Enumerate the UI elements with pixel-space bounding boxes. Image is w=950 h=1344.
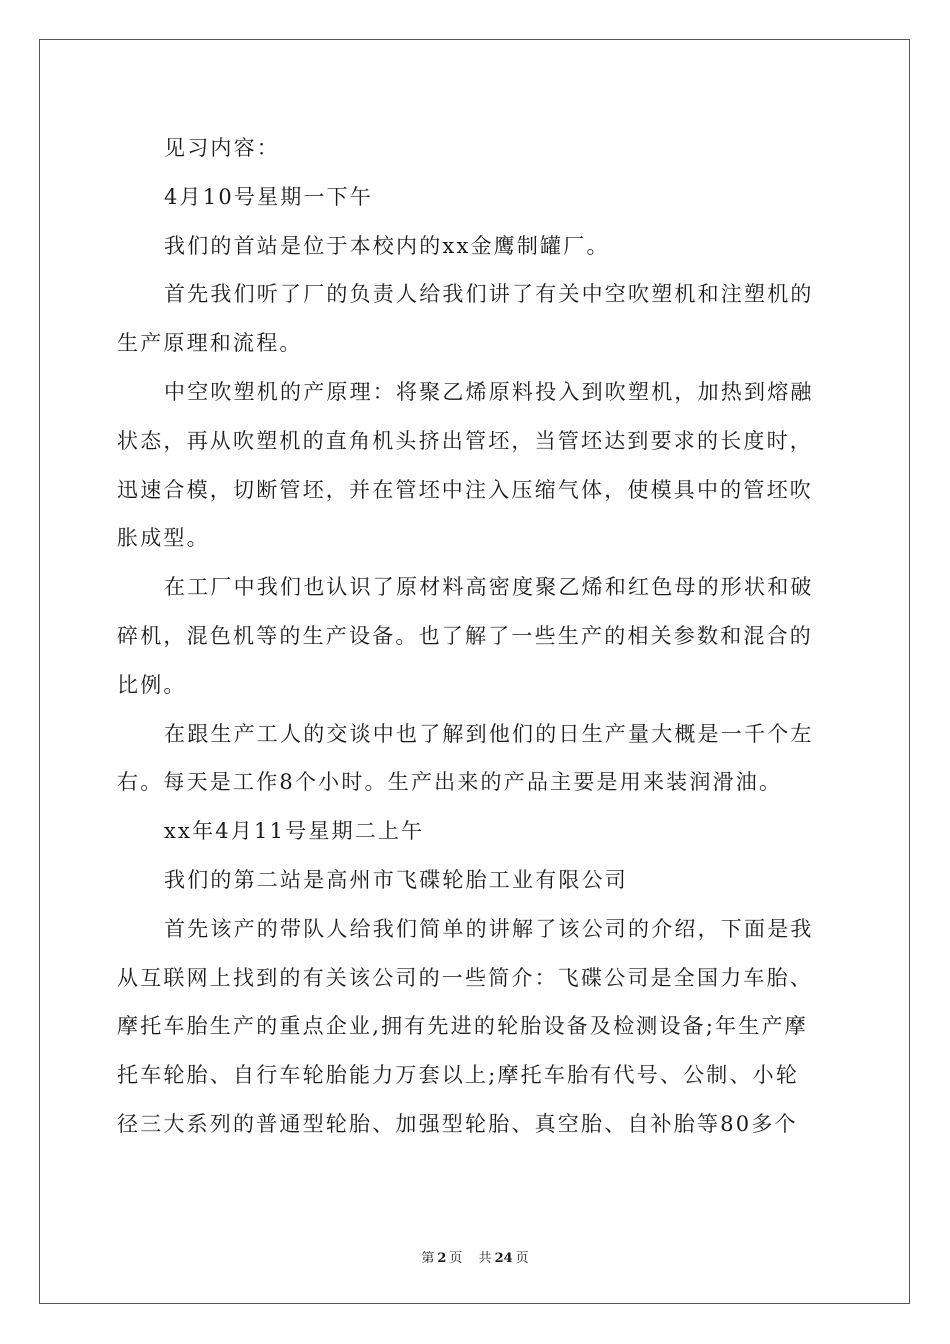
page-number: 2	[437, 1251, 447, 1266]
text-line: 我们的第二站是高州市飞碟轮胎工业有限公司	[164, 867, 628, 892]
text-line: 见习内容：	[164, 136, 280, 160]
page-prefix: 第	[421, 1251, 435, 1266]
text-line: 径三大系列的普通型轮胎、加强型轮胎、真空胎、自补胎等80多个	[117, 1111, 798, 1136]
page-footer	[0, 1247, 950, 1266]
text-line: 摩托车胎生产的重点企业,拥有先进的轮胎设备及检测设备;年生产摩	[117, 1014, 808, 1039]
text-line: 比例。	[117, 672, 187, 697]
text-line: 碎机，混色机等的生产设备。也了解了一些生产的相关参数和混合的	[117, 623, 813, 648]
text-line: 托车轮胎、自行车轮胎能力万套以上;摩托车胎有代号、公制、小轮	[117, 1063, 800, 1088]
total-pages: 24	[494, 1251, 513, 1266]
document-body	[117, 124, 835, 1149]
text-line: 生产原理和流程。	[117, 331, 303, 356]
text-line: 从互联网上找到的有关该公司的一些简介：飞碟公司是全国力车胎、	[117, 965, 813, 990]
text-line: 我们的首站是位于本校内的xx金鹰制罐厂。	[164, 233, 610, 258]
text-line: 首先我们听了厂的负责人给我们讲了有关中空吹塑机和注塑机的	[164, 282, 814, 307]
total-prefix: 共	[478, 1251, 492, 1266]
text-line: 中空吹塑机的产原理：将聚乙烯原料投入到吹塑机，加热到熔融	[164, 379, 814, 404]
text-line: 在跟生产工人的交谈中也了解到他们的日生产量大概是一千个左	[164, 721, 814, 746]
text-line: 胀成型。	[117, 526, 210, 551]
total-suffix: 页	[515, 1251, 529, 1266]
text-line: 在工厂中我们也认识了原材料高密度聚乙烯和红色母的形状和破	[164, 575, 814, 600]
page-suffix: 页	[449, 1251, 463, 1266]
text-line: 首先该产的带队人给我们简单的讲解了该公司的介绍，下面是我	[164, 916, 814, 941]
page-indicator	[418, 1251, 465, 1266]
text-line: 迅速合模，切断管坯，并在管坯中注入压缩气体，使模具中的管坯吹	[117, 477, 813, 502]
text-line: 状态，再从吹塑机的直角机头挤出管坯，当管坯达到要求的长度时，	[117, 428, 813, 453]
text-line: 右。每天是工作8个小时。生产出来的产品主要是用来装润滑油。	[117, 770, 783, 795]
text-line: xx年4月11号星期二上午	[164, 819, 425, 844]
text-line: 4月10号星期一下午	[164, 184, 374, 209]
total-indicator	[476, 1251, 532, 1266]
